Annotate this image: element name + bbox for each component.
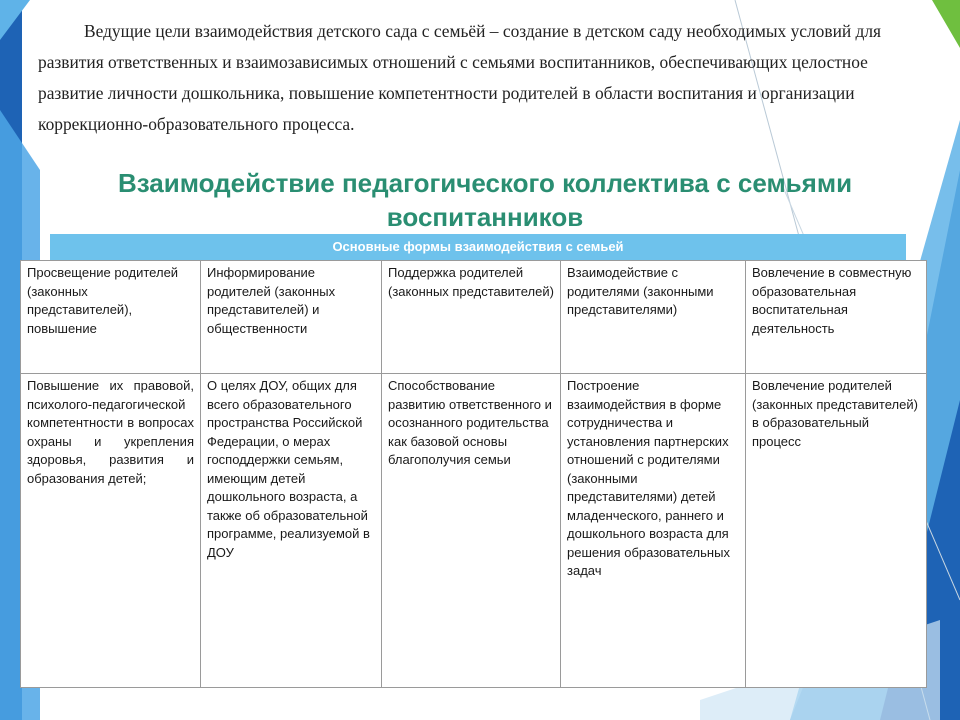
table-cell: Вовлечение родителей (законных представителей) в образовательный процесс — [746, 374, 927, 688]
table-cell: О целях ДОУ, общих для всего образовательного пространства Российской Федерации, о мерах господдержки семьям, имеющим детей дошкольного возраста, а также об образовательной программе, реализуемой в ДОУ — [201, 374, 382, 688]
right-green-triangle — [932, 0, 960, 48]
interaction-forms-table — [20, 260, 927, 688]
table-row — [21, 374, 927, 688]
slide-title: Взаимодействие педагогического коллектива с семьями воспитанников — [117, 168, 853, 232]
table-cell: Способствование развитию ответственного и осознанного родительства как базовой основы благополучия семьи — [382, 374, 561, 688]
table-cell: Построение взаимодействия в форме сотрудничества и установления партнерских отношений с родителями (законными представителями) детей младенческого, раннего и дошкольного возраста для решения образовательных задач — [561, 374, 746, 688]
table-row — [21, 261, 927, 374]
table-cell: Повышение их правовой, психолого-педагогической компетентности в вопросах охраны и укрепления здоровья, развития и образования детей; — [21, 374, 201, 688]
column-heading: Вовлечение в совместную образовательная воспитательная деятельность — [746, 261, 927, 374]
column-heading: Поддержка родителей (законных представителей) — [382, 261, 561, 374]
table-header: Основные формы взаимодействия с семьей — [50, 234, 906, 260]
column-heading: Взаимодействие с родителями (законными представителями) — [561, 261, 746, 374]
column-heading: Просвещение родителей (законных представителей), повышение — [21, 261, 201, 374]
column-heading: Информирование родителей (законных представителей) и общественности — [201, 261, 382, 374]
intro-paragraph: Ведущие цели взаимодействия детского сада с семьёй – создание в детском саду необходимых условий для развития ответственных и взаимозависимых отношений с семьями воспитанников, обеспечивающих целостное развитие личности дошкольника, повышение компетентности родителей в области воспитания и организации коррекционно-образовательного процесса. — [38, 21, 882, 134]
